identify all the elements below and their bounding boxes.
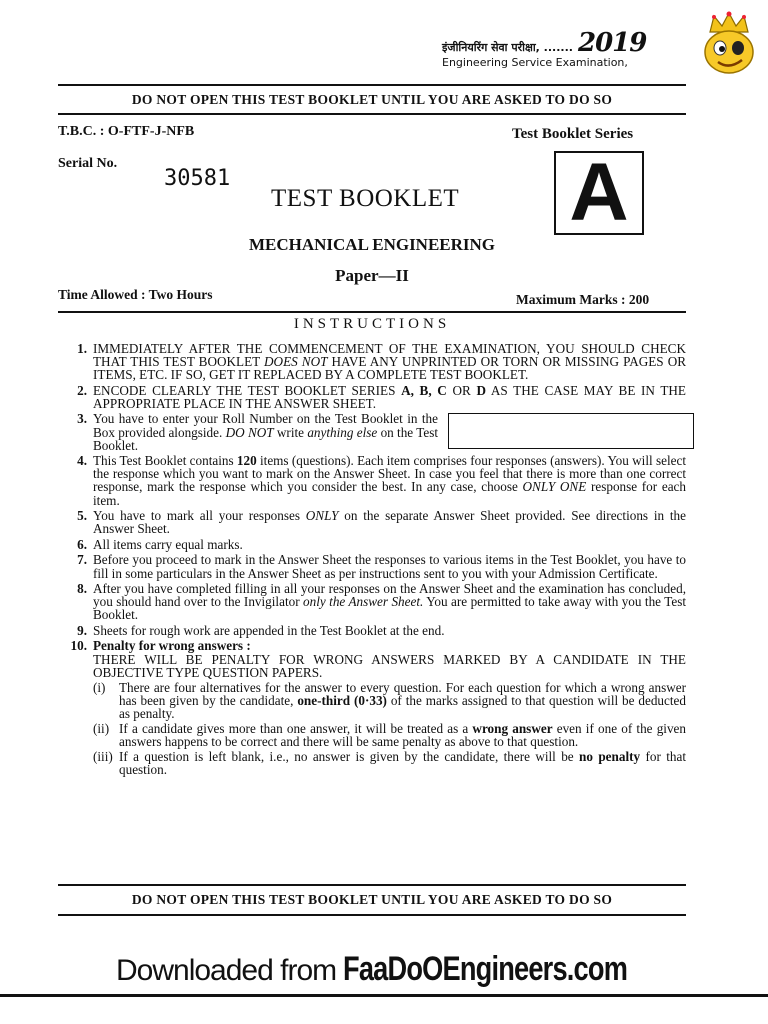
instruction-emphasis: 120 bbox=[236, 453, 257, 469]
instruction-number: 1. bbox=[77, 341, 87, 356]
time-allowed: Time Allowed : Two Hours bbox=[58, 287, 213, 302]
instruction-text bbox=[93, 384, 686, 410]
instruction-text: Sheets for rough work are appended in the Test Booklet at the end. bbox=[93, 622, 445, 638]
instruction-text: Before you proceed to mark in the Answer Sheet the responses to various items in the Test Booklet, you have to fill in some particulars in the Answer Sheet as per instructions sent to you with your Admission Certificate. bbox=[93, 552, 686, 581]
instruction-emphasis: one-third (0·33) bbox=[297, 692, 387, 708]
top-banner: DO NOT OPEN THIS TEST BOOKLET UNTIL YOU ARE ASKED TO DO SO bbox=[131, 92, 613, 107]
instruction-emphasis: anything else bbox=[307, 424, 378, 440]
instruction-emphasis: no penalty bbox=[579, 749, 641, 765]
instruction-text-part: even if one of the given answers happens to be correct and there will be same penalty as above to that question. bbox=[119, 721, 687, 750]
instruction-text-part: for that question. bbox=[119, 749, 686, 778]
sub-item-number: (i) bbox=[93, 679, 106, 695]
instruction-text-part: IMMEDIATELY AFTER THE COMMENCEMENT OF THE EXAMINATION, YOU SHOULD CHECK THAT THIS TEST BOOKLET bbox=[93, 341, 686, 370]
instruction-text-part: There are four alternatives for the answer to every question. For each question for which a wrong answer has been given by the candidate, bbox=[119, 679, 686, 708]
penalty-sub-item bbox=[93, 750, 686, 776]
instruction-text-part: If a candidate gives more than one answer, it will be treated as a bbox=[119, 721, 473, 737]
instructions-list bbox=[60, 342, 686, 779]
instruction-text-part: If a question is left blank, i.e., no answer is given by the candidate, there will be bbox=[119, 749, 580, 765]
roll-number-box[interactable] bbox=[448, 413, 694, 449]
instruction-item bbox=[60, 553, 686, 579]
instruction-number: 4. bbox=[77, 453, 87, 469]
page-bottom-rule bbox=[0, 994, 768, 997]
header-hindi-text: इंजीनियरिंग सेवा परीक्षा, ....... bbox=[442, 41, 573, 54]
instruction-emphasis: only the Answer Sheet. bbox=[303, 594, 424, 610]
instruction-number: 2. bbox=[77, 382, 87, 398]
serial-label: Serial No. bbox=[58, 156, 118, 171]
sub-item-text bbox=[119, 722, 686, 748]
instruction-text bbox=[93, 509, 686, 535]
instruction-number: 10. bbox=[70, 638, 87, 654]
sub-item-text bbox=[119, 750, 686, 776]
instructions-rule bbox=[58, 311, 686, 313]
instruction-text-part: write bbox=[273, 424, 308, 440]
subject-title: MECHANICAL ENGINEERING bbox=[248, 235, 496, 254]
instruction-emphasis: DOES NOT bbox=[264, 354, 328, 370]
instruction-number: 3. bbox=[77, 411, 87, 427]
instruction-text: All items carry equal marks. bbox=[93, 536, 243, 552]
series-letter: A bbox=[569, 147, 629, 238]
instruction-text-part: After you have completed filling in all your responses on the Answer Sheet and the examination has concluded, you should hand over to the Invigilator bbox=[93, 581, 686, 610]
instructions-heading: INSTRUCTIONS bbox=[293, 316, 451, 332]
instruction-text-part: items (questions). Each item comprises four responses (answers). You will select the response which you want to mark on the Answer Sheet. In case you feel that there is more than one correct response, mark the response which you consider the best. In any case, choose bbox=[93, 453, 686, 495]
downloaded-from-text: Downloaded from bbox=[116, 954, 344, 987]
instruction-emphasis: ONLY ONE bbox=[522, 479, 587, 495]
series-letter-box bbox=[554, 147, 644, 238]
top-rule bbox=[58, 84, 686, 86]
top-banner-rule bbox=[58, 113, 686, 115]
instruction-text-part: HAVE ANY UNPRINTED OR TORN OR MISSING PAGES OR ITEMS, ETC. IF SO, GET IT REPLACED BY A COMPLETE TEST BOOKLET. bbox=[93, 354, 687, 383]
instruction-item bbox=[60, 538, 686, 551]
instruction-text bbox=[93, 639, 686, 776]
instruction-number: 7. bbox=[77, 552, 87, 568]
instruction-item bbox=[60, 384, 686, 410]
instruction-item bbox=[60, 412, 686, 451]
bottom-banner: DO NOT OPEN THIS TEST BOOKLET UNTIL YOU ARE ASKED TO DO SO bbox=[131, 892, 613, 907]
instruction-text-part: OR bbox=[446, 382, 477, 398]
series-label: Test Booklet Series bbox=[512, 126, 634, 142]
instruction-text-part: You are permitted to take away with you the Test Booklet. bbox=[93, 594, 686, 623]
instruction-emphasis: A, B, C bbox=[401, 382, 447, 398]
sub-item-number: (iii) bbox=[93, 749, 113, 765]
tbc-code: T.B.C. : O-FTF-J-NFB bbox=[58, 124, 195, 139]
exam-year: 2019 bbox=[578, 28, 647, 58]
instruction-text-part: response for each item. bbox=[93, 479, 686, 508]
instruction-text-part: AS THE CASE MAY BE IN THE APPROPRIATE PLACE IN THE ANSWER SHEET. bbox=[93, 382, 686, 411]
instruction-text-part: You have to enter your Roll Number on the Test Booklet in the Box provided alongside. bbox=[93, 411, 438, 440]
instruction-item bbox=[60, 639, 686, 776]
downloaded-from-footer bbox=[116, 950, 699, 989]
instruction-item bbox=[60, 454, 686, 506]
site-name-link[interactable]: FaaDoOEngineers.com bbox=[343, 950, 628, 988]
serial-number: 30581 bbox=[164, 166, 231, 191]
instruction-text-part: ENCODE CLEARLY THE TEST BOOKLET SERIES bbox=[93, 382, 402, 398]
instruction-emphasis: D bbox=[476, 382, 486, 398]
maximum-marks: Maximum Marks : 200 bbox=[516, 292, 650, 307]
penalty-title: Penalty for wrong answers : bbox=[93, 638, 251, 654]
booklet-title: TEST BOOKLET bbox=[271, 185, 460, 212]
instruction-emphasis: ONLY bbox=[305, 508, 339, 524]
instruction-item bbox=[60, 624, 686, 637]
instruction-text bbox=[93, 582, 686, 621]
instruction-item bbox=[60, 509, 686, 535]
instruction-text bbox=[93, 342, 686, 381]
instruction-text-part: on the separate Answer Sheet provided. See directions in the Answer Sheet. bbox=[93, 508, 686, 537]
instruction-emphasis: DO NOT bbox=[225, 424, 274, 440]
sub-item-number: (ii) bbox=[93, 721, 110, 737]
instruction-text-part: of the marks assigned to that question will be deducted as penalty. bbox=[119, 692, 686, 721]
penalty-caps: THERE WILL BE PENALTY FOR WRONG ANSWERS MARKED BY A CANDIDATE IN THE OBJECTIVE TYPE QUESTION PAPERS. bbox=[93, 651, 686, 680]
instruction-text-part: This Test Booklet contains bbox=[93, 453, 237, 469]
bottom-banner-top-rule bbox=[58, 884, 686, 886]
instruction-number: 9. bbox=[77, 622, 87, 638]
instruction-item bbox=[60, 582, 686, 621]
header-english-text: Engineering Service Examination, bbox=[442, 56, 628, 69]
instruction-text-part: You have to mark all your responses bbox=[93, 508, 306, 524]
penalty-sub-item bbox=[93, 722, 686, 748]
instruction-text bbox=[93, 454, 686, 506]
instruction-number: 5. bbox=[77, 508, 87, 524]
crowned-emoji-logo-icon bbox=[696, 10, 762, 76]
instruction-number: 8. bbox=[77, 581, 87, 597]
paper-title: Paper—II bbox=[335, 266, 409, 285]
roll-number-text bbox=[93, 412, 438, 451]
instruction-emphasis: wrong answer bbox=[472, 721, 553, 737]
penalty-sub-item bbox=[93, 681, 686, 720]
sub-item-text bbox=[119, 681, 686, 720]
instruction-item bbox=[60, 342, 686, 381]
instruction-text-part: on the Test Booklet. bbox=[93, 424, 439, 453]
bottom-banner-rule bbox=[58, 914, 686, 916]
instruction-text bbox=[93, 412, 694, 451]
instruction-number: 6. bbox=[77, 536, 87, 552]
